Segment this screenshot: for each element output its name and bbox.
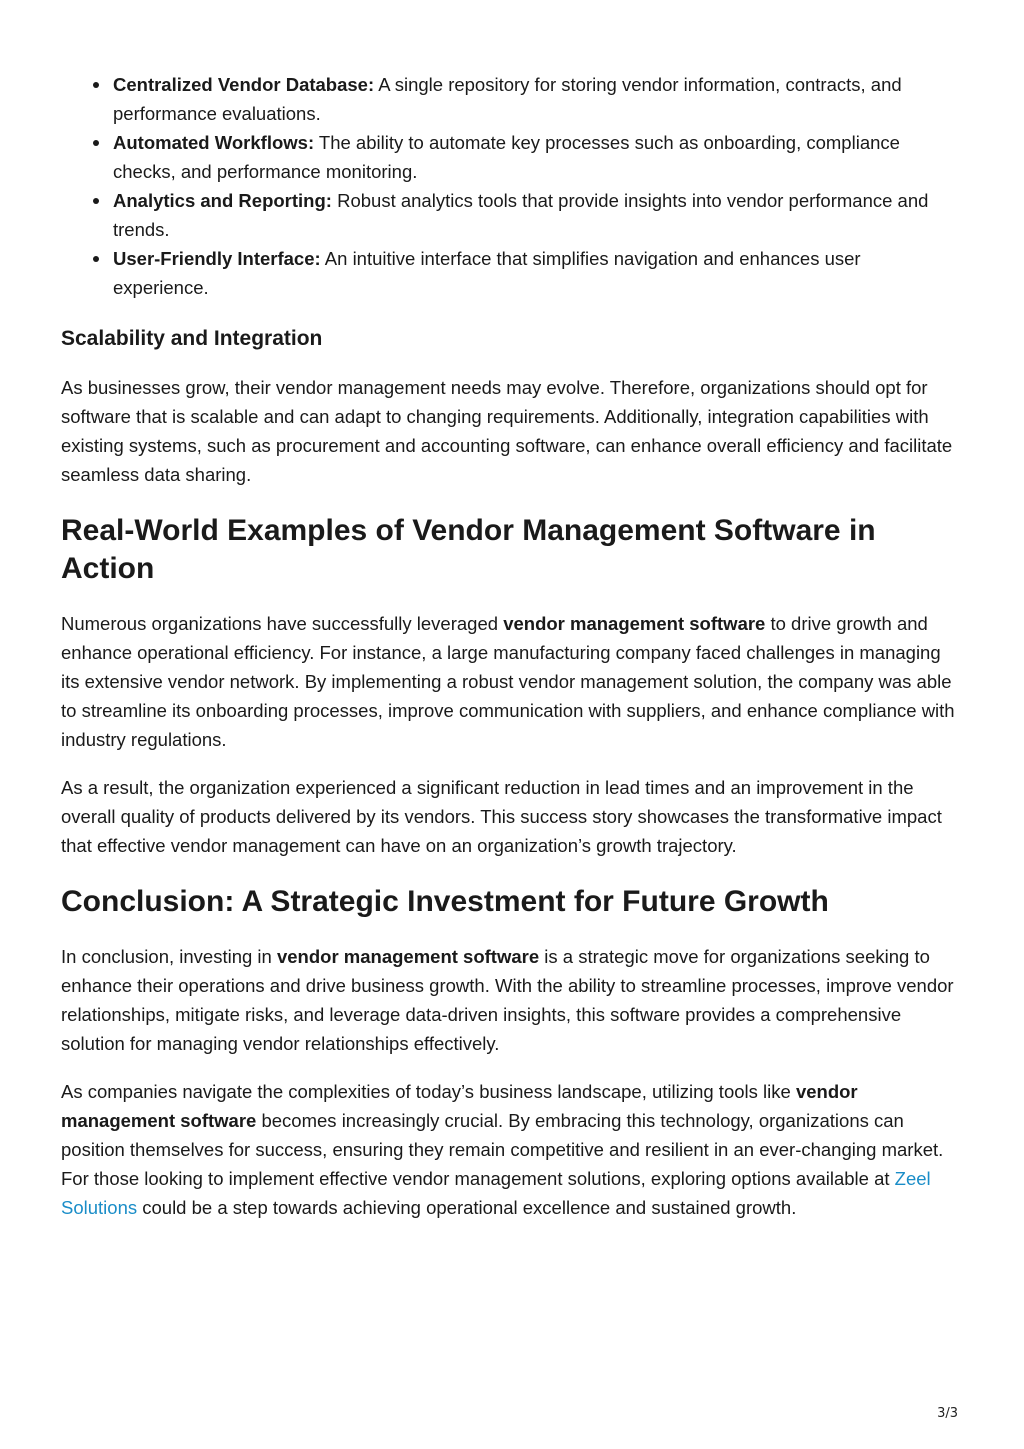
- text-run: In conclusion, investing in: [61, 946, 277, 967]
- scalability-heading: Scalability and Integration: [61, 327, 323, 350]
- list-item: [113, 186, 961, 244]
- real-world-heading: Real-World Examples of Vendor Management Software in Action: [61, 514, 876, 585]
- feature-title: Centralized Vendor Database:: [113, 74, 375, 95]
- page-number: 3/3: [937, 1406, 958, 1421]
- list-item: [113, 70, 961, 128]
- text-run: to drive growth and enhance operational efficiency. For instance, a large manufacturing company faced challenges in managing its extensive vendor network. By implementing a robust vendor management solution, the company was able to streamline its onboarding processes, improve communication with suppliers, and enhance compliance with industry regulations.: [61, 613, 955, 750]
- feature-title: User-Friendly Interface:: [113, 248, 321, 269]
- zeel-solutions-link[interactable]: Zeel Solutions: [61, 1168, 931, 1218]
- conclusion-paragraph-1: [61, 942, 961, 1058]
- bold-term: vendor management software: [61, 1081, 858, 1131]
- conclusion-heading: Conclusion: A Strategic Investment for Future Growth: [61, 885, 829, 918]
- feature-title: Analytics and Reporting:: [113, 190, 332, 211]
- feature-list: [61, 70, 961, 302]
- text-run: could be a step towards achieving operational excellence and sustained growth.: [137, 1197, 797, 1218]
- text-run: Numerous organizations have successfully leveraged: [61, 613, 504, 634]
- feature-text: A single repository for storing vendor information, contracts, and performance evaluations.: [113, 74, 902, 124]
- real-world-paragraph-2: As a result, the organization experienced a significant reduction in lead times and an improvement in the overall quality of products delivered by its vendors. This success story showcases the transformative impact that effective vendor management can have on an organization’s growth trajectory.: [61, 777, 942, 856]
- feature-text: The ability to automate key processes such as onboarding, compliance checks, and performance monitoring.: [113, 132, 900, 182]
- real-world-paragraph-1: [61, 609, 961, 754]
- scalability-paragraph: As businesses grow, their vendor management needs may evolve. Therefore, organizations should opt for software that is scalable and can adapt to changing requirements. Additionally, integration capabilities with existing systems, such as procurement and accounting software, can enhance overall efficiency and facilitate seamless data sharing.: [61, 377, 953, 485]
- feature-text: An intuitive interface that simplifies navigation and enhances user experience.: [113, 248, 861, 298]
- feature-text: Robust analytics tools that provide insights into vendor performance and trends.: [113, 190, 929, 240]
- list-item: [113, 244, 961, 302]
- text-run: is a strategic move for organizations seeking to enhance their operations and drive business growth. With the ability to streamline processes, improve vendor relationships, mitigate risks, and leverage data-driven insights, this software provides a comprehensive solution for managing vendor relationships effectively.: [61, 946, 954, 1054]
- conclusion-paragraph-2: [61, 1077, 961, 1222]
- bold-term: vendor management software: [503, 613, 766, 634]
- document-page: [61, 70, 961, 1222]
- feature-title: Automated Workflows:: [113, 132, 315, 153]
- bold-term: vendor management software: [276, 946, 540, 967]
- text-run: As companies navigate the complexities of today’s business landscape, utilizing tools like: [61, 1081, 796, 1102]
- text-run: becomes increasingly crucial. By embracing this technology, organizations can position themselves for success, ensuring they remain competitive and resilient in an ever-changing market. For those looking to implement effective vendor management solutions, exploring options available at: [61, 1110, 944, 1189]
- list-item: [113, 128, 961, 186]
